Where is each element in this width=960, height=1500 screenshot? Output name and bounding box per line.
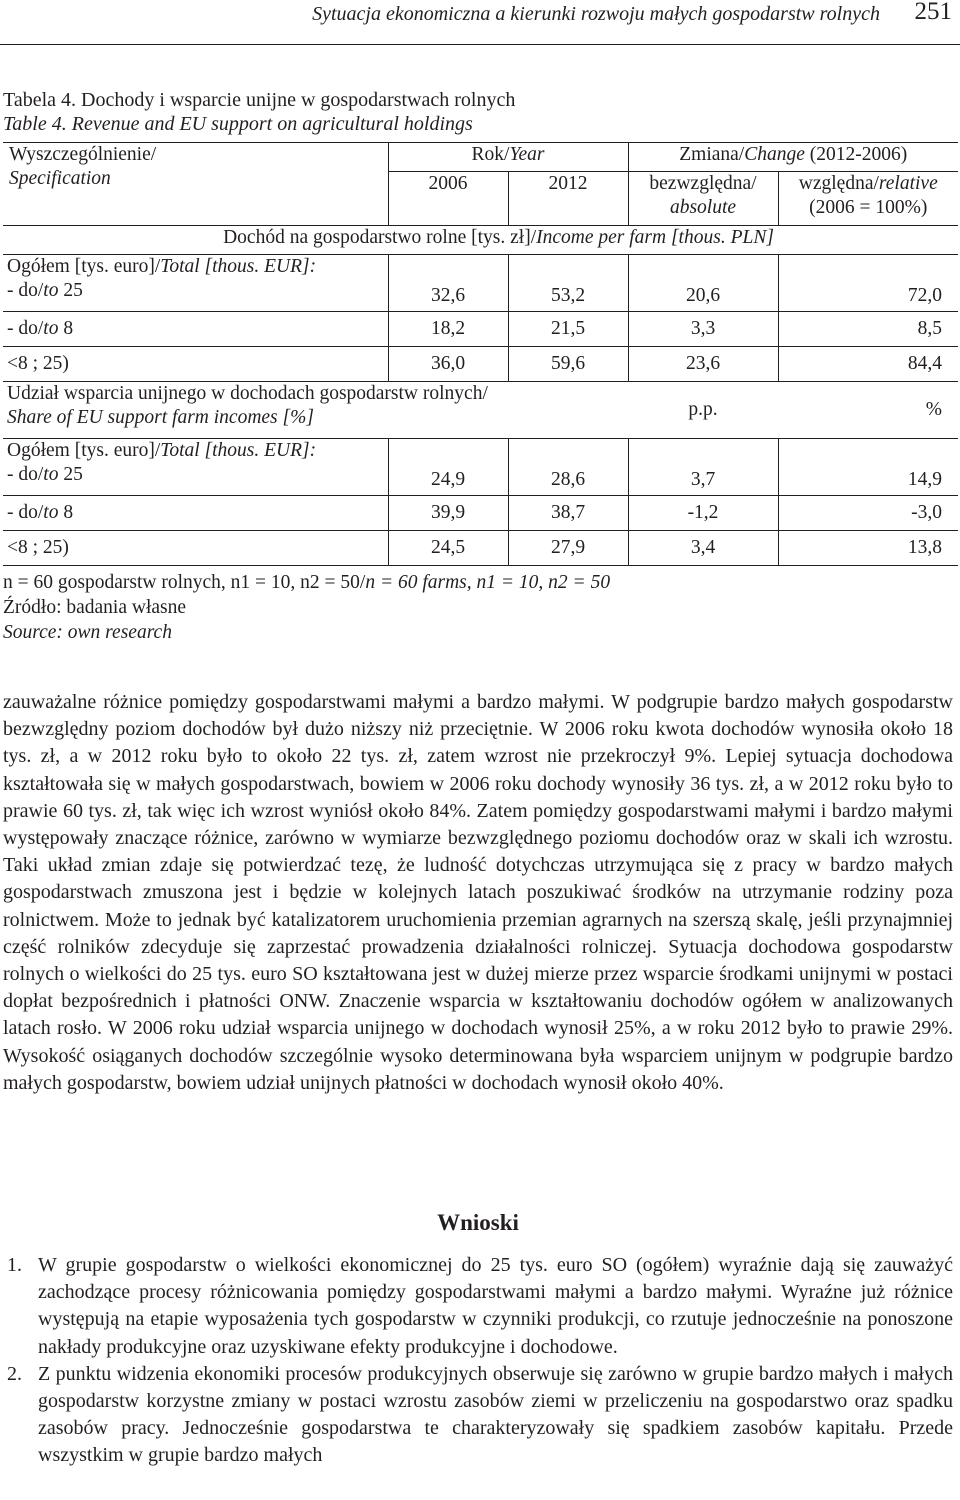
- page-number: 251: [914, 0, 952, 25]
- source-note-en: Source: own research: [3, 622, 172, 643]
- table-row: [3, 255, 958, 312]
- value-relative: 8,5: [778, 312, 958, 347]
- year-2012-header: 2012: [508, 172, 628, 226]
- value-2006: 24,9: [388, 439, 508, 496]
- table-row: [3, 312, 958, 347]
- value-absolute: 23,6: [628, 347, 778, 382]
- table-row: [3, 439, 958, 496]
- absolute-header: bezwzględna/ absolute: [628, 172, 778, 226]
- body-text: [3, 689, 953, 1097]
- table-row: [3, 347, 958, 382]
- row-label: <8 ; 25): [3, 531, 388, 566]
- value-absolute: 3,4: [628, 531, 778, 566]
- item-text: W grupie gospodarstw o wielkości ekonomicznej do 25 tys. euro SO (ogółem) wyraźnie dają się zauważyć zachodzące procesy różnicowania pomiędzy gospodarstwami małymi a bardzo małymi. Wyraźne już różnice występują na etapie wyposażenia tych gospodarstw w czynniki produkcji, co rzutuje jednocześnie na ponoszone nakłady produkcyjne oraz uzyskiwane efekty produkcyjne i dochodowe.: [38, 1254, 953, 1358]
- value-relative: 84,4: [778, 347, 958, 382]
- year-2006-header: 2006: [388, 172, 508, 226]
- value-relative: 13,8: [778, 531, 958, 566]
- paragraph: zauważalne różnice pomiędzy gospodarstwami małymi a bardzo małymi. W podgrupie bardzo małych gospodarstw bezwzględny poziom dochodów był dużo niższy niż przeciętnie. W 2006 roku kwota dochodów wynosiła około 18 tys. zł, a w 2012 roku było to około 22 tys. zł, zatem wzrost nie przekroczył 9%. Lepiej sytuacja dochodowa kształtowała się w małych gospodarstwach, bowiem w 2006 roku dochody wynosiły 36 tys. zł, a w 2012 roku było to prawie 60 tys. zł, tak więc ich wzrost wyniósł około 84%. Zatem pomiędzy gospodarstwami małymi i bardzo małymi występowały znaczące różnice, zarówno w wymiarze bezwzględnego poziomu dochodów oraz w skali ich wzrostu. Taki układ zmian zdaje się potwierdzać tezę, że ludność dotychczas utrzymująca się z pracy w bardzo małych gospodarstwach zmuszona jest i będzie w kolejnych latach poszukiwać środków na utrzymanie rodziny poza rolnictwem. Może to jednak być katalizatorem uruchomienia przemian agrarnych na szerszą skalę, jeśli przynajmniej część rolników zdecyduje się zaprzestać prowadzenia działalności rolniczej. Sytuacja dochodowa gospodarstw rolnych o wielkości do 25 tys. euro SO kształtowana jest w dużej mierze przez wsparcie środkami unijnymi w postaci dopłat bezpośrednich i płatności ONW. Znaczenie wsparcia w kształtowaniu dochodów ogółem w analizowanych latach rosło. W 2006 roku udział wsparcia unijnego w dochodach wynosił 25%, a w roku 2012 było to prawie 29%. Wysokość osiąganych dochodów szczególnie wysoko determinowana była wsparciem unijnym w podgrupie bardzo małych gospodarstw, bowiem udział unijnych płatności w dochodach wynosił około 40%.: [3, 691, 953, 1094]
- income-table: [3, 142, 958, 566]
- table-caption-pl: Tabela 4. Dochody i wsparcie unijne w gospodarstwach rolnych: [3, 89, 516, 111]
- value-2012: 53,2: [508, 255, 628, 312]
- value-2006: 39,9: [388, 496, 508, 531]
- value-2006: 18,2: [388, 312, 508, 347]
- conclusions-list: [3, 1252, 953, 1470]
- share-section-header: Udział wsparcia unijnego w dochodach gospodarstw rolnych/ Share of EU support farm incomes [%]: [3, 382, 628, 439]
- item-text: Z punktu widzenia ekonomiki procesów produkcyjnych obserwuje się zarówno w grupie bardzo małych i małych gospodarstw korzystne zmiany w postaci wzrostu zasobów ziemi w przeliczeniu na gospodarstwo oraz spadku zasobów pracy. Jednocześnie gospodarstwa te charakteryzowały się spadkiem zasobów kapitału. Przede wszystkim w grupie bardzo małych: [38, 1362, 953, 1467]
- value-relative: 72,0: [778, 255, 958, 312]
- item-number: 2.: [7, 1362, 22, 1385]
- source-note-pl: Źródło: badania własne: [3, 597, 187, 618]
- row-label: Ogółem [tys. euro]/Total [thous. EUR]: - do/to 25: [3, 439, 388, 496]
- value-2012: 59,6: [508, 347, 628, 382]
- list-item: [3, 1361, 953, 1470]
- year-header: Rok/Year: [388, 143, 628, 172]
- table-row: [3, 496, 958, 531]
- page-header: [0, 0, 960, 45]
- value-2012: 21,5: [508, 312, 628, 347]
- table-notes: [3, 570, 610, 645]
- value-absolute: 3,3: [628, 312, 778, 347]
- value-absolute: 3,7: [628, 439, 778, 496]
- value-relative: 14,9: [778, 439, 958, 496]
- value-2006: 32,6: [388, 255, 508, 312]
- value-relative: -3,0: [778, 496, 958, 531]
- pp-unit: p.p.: [628, 382, 778, 439]
- income-section-header: Dochód na gospodarstwo rolne [tys. zł]/Income per farm [thous. PLN]: [3, 226, 958, 255]
- percent-unit: %: [778, 382, 958, 439]
- value-2012: 28,6: [508, 439, 628, 496]
- sample-note: n = 60 gospodarstw rolnych, n1 = 10, n2 = 50/n = 60 farms, n1 = 10, n2 = 50: [3, 572, 611, 593]
- value-2006: 24,5: [388, 531, 508, 566]
- relative-header: względna/relative (2006 = 100%): [778, 172, 958, 226]
- value-absolute: 20,6: [628, 255, 778, 312]
- value-2012: 27,9: [508, 531, 628, 566]
- spec-header: Wyszczególnienie/ Specification: [3, 143, 388, 226]
- running-title: Sytuacja ekonomiczna a kierunki rozwoju małych gospodarstw rolnych: [312, 3, 880, 25]
- value-absolute: -1,2: [628, 496, 778, 531]
- row-label: Ogółem [tys. euro]/Total [thous. EUR]: - do/to 25: [3, 255, 388, 312]
- row-label: <8 ; 25): [3, 347, 388, 382]
- change-header: Zmiana/Change (2012-2006): [628, 143, 958, 172]
- list-item: [3, 1252, 953, 1361]
- row-label: - do/to 8: [3, 496, 388, 531]
- table-caption-en: Table 4. Revenue and EU support on agricultural holdings: [3, 113, 473, 135]
- row-label: - do/to 8: [3, 312, 388, 347]
- section-title: Wnioski: [437, 1210, 519, 1235]
- table-row: [3, 531, 958, 566]
- value-2006: 36,0: [388, 347, 508, 382]
- value-2012: 38,7: [508, 496, 628, 531]
- item-number: 1.: [7, 1254, 22, 1276]
